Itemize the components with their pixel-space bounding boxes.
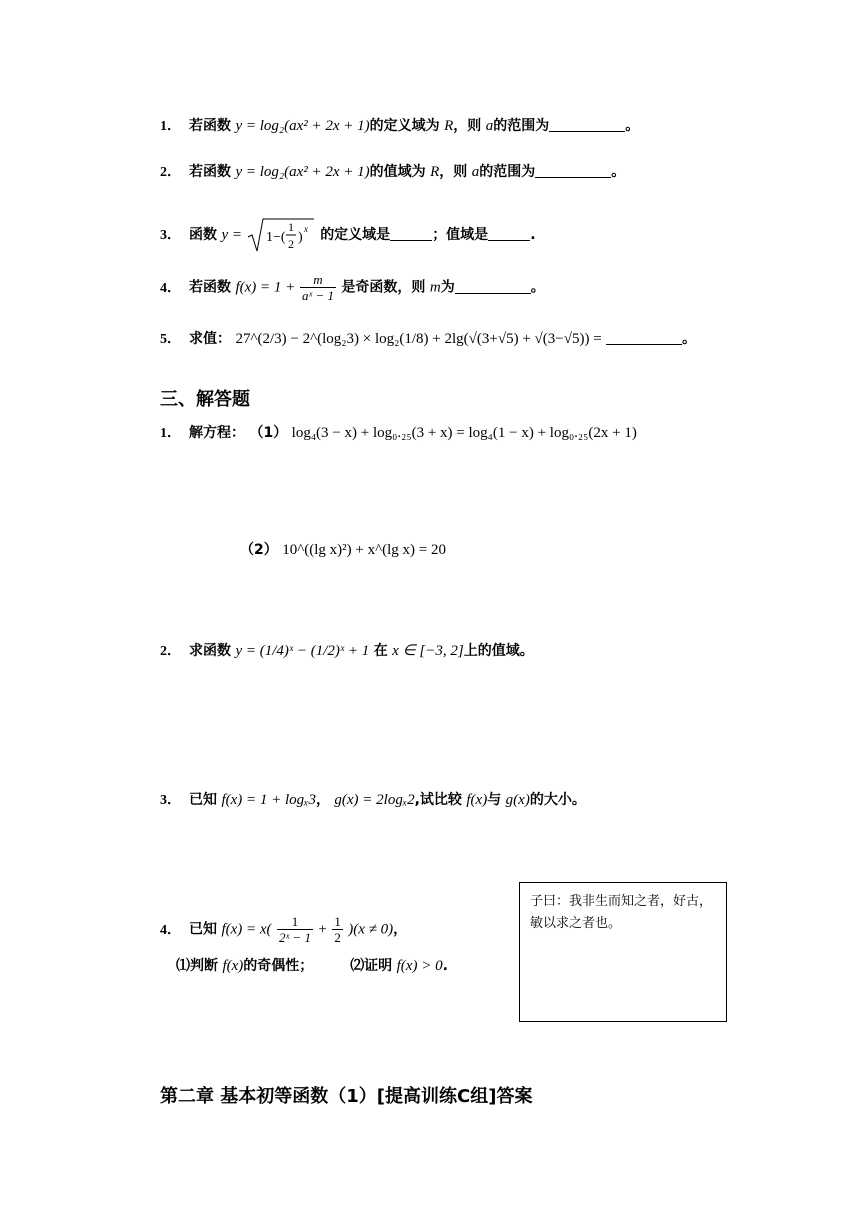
math-expression: x ∈ [−3, 2] [392,643,464,659]
punctuation: 。 [530,279,545,296]
fraction: $\frac{1}{2}$ [334,914,341,945]
punctuation: 。 [682,331,697,347]
sqrt-expression [246,215,316,255]
svg-text:): ) [297,230,303,245]
question-3 [160,215,536,255]
question-number: 4． [160,280,181,296]
answer-blank[interactable] [455,279,531,294]
answer-blank[interactable] [535,163,611,178]
question-number: 4． [160,922,181,938]
math-symbol: R [444,118,454,134]
question-text: 与 [487,792,502,808]
fraction: $\frac{1}{\text{2ˣ − 1}}$ [279,914,311,945]
answer-question-1-part-2 [240,541,446,559]
math-expression: y = log₂(ax² + 2x + 1) [235,164,370,180]
section-title: 三、解答题 [160,389,250,410]
question-text: 的范围为 [493,118,550,134]
answer-blank[interactable] [390,226,432,241]
math-expression: f(x) > 0 [396,958,443,974]
question-text: 函数 [189,227,217,243]
punctuation: . [442,958,448,974]
math-symbol: R [430,164,440,180]
question-text: 为 [440,279,455,296]
question-text: 若函数 [189,118,231,134]
math-symbol: a [485,118,494,134]
math-expression: g(x) [505,792,530,808]
answer-question-3 [160,791,586,810]
math-expression: y = log₂(ax² + 2x + 1) [235,118,370,134]
math-expression: f(x) [466,792,488,808]
question-number: 2． [160,165,181,180]
subpart-label: ⑵证明 [350,958,393,974]
question-text: 上的值域。 [463,643,534,659]
math-expression: f(x) = 1 + [235,279,300,296]
question-text: 的定义域为 [369,118,440,134]
math-expression: f(x) = x( [221,921,272,938]
question-text: 的范围为 [479,164,536,180]
question-1 [160,117,639,136]
math-operator: + [318,921,327,938]
question-text: 的定义域是 [320,227,391,243]
math-expression: y = [221,227,246,243]
question-text: 在 [373,643,388,659]
question-text: 求函数 [189,643,231,659]
question-text: ，则 [439,164,468,180]
svg-text:1−(: 1−( [265,230,286,245]
question-text: 解方程： [189,425,245,441]
math-expression: log₄(3 − x) + log₀.₂₅(3 + x) = log₄(1 − x) + log₀.₂₅(2x + 1) [291,425,637,441]
math-expression: 27^(2/3) − 2^(log₂3) × log₂(1/8) + 2lg(√(3+√5) + √(3−√5)) = [235,331,602,347]
punctuation: . [530,227,536,243]
math-symbol: a [471,164,480,180]
answer-question-1 [160,424,637,443]
question-2 [160,163,625,182]
question-5 [160,330,696,349]
question-text: 的值域为 [369,164,426,180]
subpart-label: ⑴判断 [176,958,218,974]
math-expression: y = (1/4)ˣ − (1/2)ˣ + 1 [235,643,370,659]
punctuation: ， [315,792,330,808]
answer-blank[interactable] [549,117,625,132]
answer-question-2 [160,642,534,661]
math-expression: f(x) = 1 + logₓ3 [221,792,316,808]
math-expression: f(x) [222,958,244,974]
chapter-title: 第二章 基本初等函数（1）[提高训练C组]答案 [160,1086,533,1107]
punctuation: ， [393,921,408,938]
question-text: ；值域是 [432,227,489,243]
answer-blank[interactable] [488,226,530,241]
svg-text:1: 1 [287,220,294,234]
question-text: 求值： [189,331,231,347]
punctuation: 。 [611,164,626,180]
answer-question-4 [160,914,407,945]
question-text: 的大小。 [529,792,586,808]
answer-blank[interactable] [606,330,682,345]
answer-question-4-subparts [176,957,448,975]
math-expression: 10^((lg x)²) + x^(lg x) = 20 [282,542,447,558]
math-expression: )(x ≠ 0) [348,921,394,938]
question-text: ,试比较 [414,792,462,808]
math-expression: g(x) = 2logₓ2 [334,792,415,808]
part-label: （1） [249,425,288,441]
punctuation: 。 [625,118,640,134]
question-text: 若函数 [189,164,231,180]
question-number: 2． [160,644,181,659]
question-text: 若函数 [189,279,231,296]
question-text: 已知 [189,921,217,938]
question-number: 5． [160,332,181,347]
svg-text:2: 2 [287,237,294,251]
part-label: （2） [240,542,278,558]
fraction: $\frac{m}{\text{aˣ − 1}}$ [302,272,334,303]
quote-box: 子曰：我非生而知之者，好古，敏以求之者也。 [519,882,727,1022]
question-number: 3． [160,793,181,808]
question-text: ，则 [453,118,482,134]
question-text: 是奇函数，则 [341,279,426,296]
question-text: 的奇偶性； [243,958,314,974]
svg-text:x: x [303,224,308,234]
question-number: 1． [160,119,181,134]
question-text: 已知 [189,792,217,808]
question-4 [160,272,545,303]
math-symbol: m [429,279,441,296]
question-number: 3． [160,228,181,243]
question-number: 1． [160,426,181,441]
